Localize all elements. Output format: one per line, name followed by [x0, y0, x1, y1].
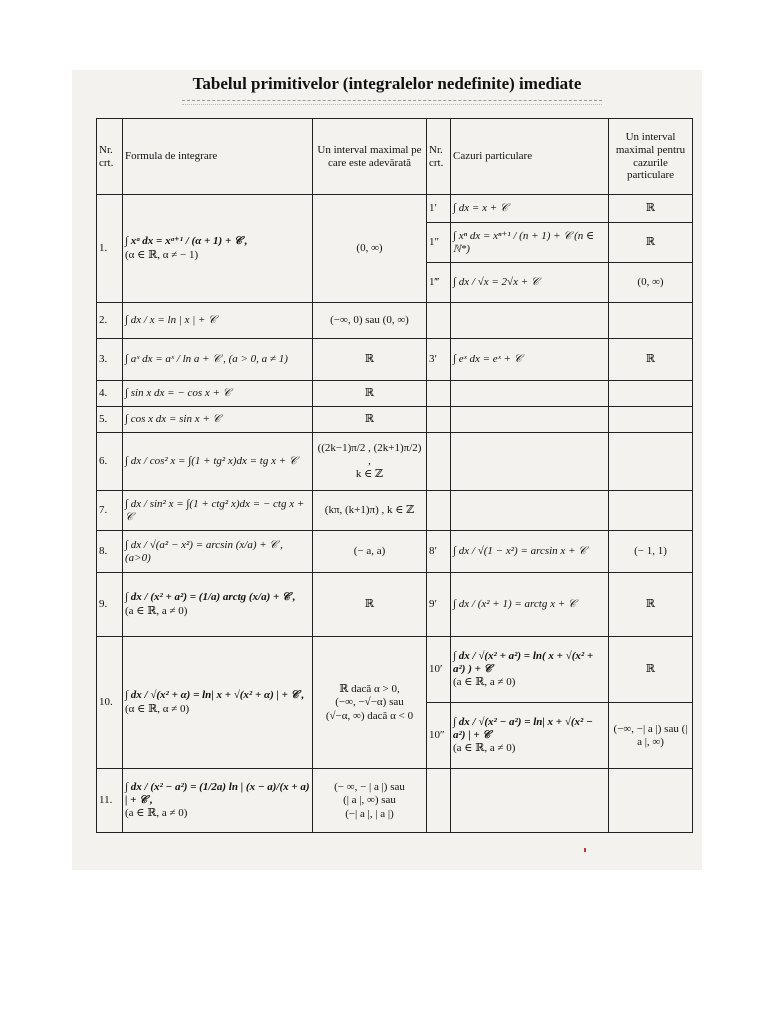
case-number: 3′ [427, 339, 451, 381]
case-interval: (− 1, 1) [609, 531, 693, 573]
table-row [97, 769, 693, 833]
row-number: 10. [97, 637, 123, 769]
case-formula: ∫ dx / √(x² − a²) = ln| x + √(x² − a²) | + 𝒞 [453, 716, 593, 741]
interval-cell [313, 433, 427, 491]
empty-cell [427, 381, 451, 407]
formula-note: (a ∈ ℝ, a ≠ 0) [125, 605, 188, 617]
header-interval-cases: Un interval maximal pentru cazurile particulare [609, 119, 693, 195]
empty-cell [609, 407, 693, 433]
interval-text: ((2k−1)π/2 , (2k+1)π/2) , [317, 442, 422, 467]
formula-note: (a ∈ ℝ, a ≠ 0) [125, 807, 188, 820]
formula-text: ∫ dx / √(a² − x²) = arcsin (x/a) + 𝒞 , (a>0) [123, 531, 313, 573]
interval-note: k ∈ ℤ [355, 468, 384, 481]
case-formula: ∫ dx / √(1 − x²) = arcsin x + 𝒞 [451, 531, 609, 573]
table-row [97, 637, 693, 703]
interval-text: (− ∞, − | a |) sau [334, 780, 405, 793]
case-formula: ∫ dx / √x = 2√x + 𝒞 [451, 263, 609, 303]
header-nr-2: Nr. crt. [427, 119, 451, 195]
header-interval: Un interval maximal pe care este adevărată [313, 119, 427, 195]
formula-note: (α ∈ ℝ, α ≠ 0) [125, 703, 190, 715]
empty-cell [451, 407, 609, 433]
row-number: 9. [97, 573, 123, 637]
case-formula: ∫ dx / √(x² + a²) = ln( x + √(x² + a²) ) + 𝒞 [453, 650, 594, 675]
row-number: 3. [97, 339, 123, 381]
header-cases: Cazuri particulare [451, 119, 609, 195]
interval-note: (−∞, −√−α) sau [335, 696, 404, 709]
case-interval: ℝ [609, 573, 693, 637]
table-row [97, 433, 693, 491]
empty-cell [609, 491, 693, 531]
title-underline [182, 100, 602, 105]
document-page [72, 70, 702, 870]
interval-note: (√−α, ∞) dacă α < 0 [325, 709, 414, 722]
interval-cell: (− a, a) [313, 531, 427, 573]
interval-text: ℝ dacă α > 0, [339, 682, 400, 695]
row-number: 11. [97, 769, 123, 833]
case-note: (a ∈ ℝ, a ≠ 0) [453, 742, 516, 755]
interval-note: (−| a |, | a |) [345, 807, 394, 820]
empty-cell [451, 491, 609, 531]
case-interval: (−∞, −| a |) sau (| a |, ∞) [609, 703, 693, 769]
empty-cell [427, 433, 451, 491]
empty-cell [451, 303, 609, 339]
interval-cell: (kπ, (k+1)π) , k ∈ ℤ [313, 491, 427, 531]
case-interval: ℝ [609, 339, 693, 381]
case-formula: ∫ dx / (x² + 1) = arctg x + 𝒞 [451, 573, 609, 637]
formula-text: ∫ dx / (x² − a²) = (1/2a) ln | (x − a)/(x + a) | + 𝒞 , [125, 781, 310, 806]
case-interval: (0, ∞) [609, 263, 693, 303]
table-row [97, 573, 693, 637]
row-number: 2. [97, 303, 123, 339]
case-number: 1‴ [427, 263, 451, 303]
formula-cell [123, 195, 313, 303]
formula-text: ∫ xᵅ dx = xᵅ⁺¹ / (α + 1) + 𝒞 , [125, 235, 248, 248]
table-row [97, 491, 693, 531]
case-number: 10′ [427, 637, 451, 703]
interval-cell: ℝ [313, 381, 427, 407]
case-formula-cell [451, 703, 609, 769]
empty-cell [427, 491, 451, 531]
interval-cell: ℝ [313, 339, 427, 381]
row-number: 7. [97, 491, 123, 531]
case-number: 8′ [427, 531, 451, 573]
table-row [97, 303, 693, 339]
empty-cell [609, 769, 693, 833]
empty-cell [609, 303, 693, 339]
table-row [97, 531, 693, 573]
case-interval: ℝ [609, 223, 693, 263]
empty-cell [451, 769, 609, 833]
page-title: Tabelul primitivelor (integralelor nedefinite) imediate [192, 74, 582, 93]
empty-cell [609, 381, 693, 407]
formula-text: ∫ dx / √(x² + α) = ln| x + √(x² + α) | + 𝒞 , [125, 689, 305, 702]
case-number: 9′ [427, 573, 451, 637]
row-number: 1. [97, 195, 123, 303]
empty-cell [609, 433, 693, 491]
formula-text: ∫ sin x dx = − cos x + 𝒞 [123, 381, 313, 407]
interval-cell: ℝ [313, 407, 427, 433]
interval-cell: (−∞, 0) sau (0, ∞) [313, 303, 427, 339]
empty-cell [427, 769, 451, 833]
formula-text: ∫ dx / x = ln | x | + 𝒞 [123, 303, 313, 339]
table-row [97, 407, 693, 433]
case-formula: ∫ eˣ dx = eˣ + 𝒞 [451, 339, 609, 381]
header-formula: Formula de integrare [123, 119, 313, 195]
case-number: 1″ [427, 223, 451, 263]
empty-cell [427, 303, 451, 339]
header-row [97, 119, 693, 195]
row-number: 4. [97, 381, 123, 407]
case-interval: ℝ [609, 195, 693, 223]
formula-text: ∫ dx / cos² x = ∫(1 + tg² x)dx = tg x + 𝒞 [123, 433, 313, 491]
case-formula: ∫ dx = x + 𝒞 [451, 195, 609, 223]
empty-cell [427, 407, 451, 433]
header-nr: Nr. crt. [97, 119, 123, 195]
interval-note: (| a |, ∞) sau [343, 794, 396, 807]
formula-text: ∫ aˣ dx = aˣ / ln a + 𝒞 , (a > 0, a ≠ 1) [123, 339, 313, 381]
case-formula-cell [451, 637, 609, 703]
row-number: 8. [97, 531, 123, 573]
table-row [97, 339, 693, 381]
case-interval: ℝ [609, 637, 693, 703]
table-row [97, 381, 693, 407]
empty-cell [451, 433, 609, 491]
empty-cell [451, 381, 609, 407]
formula-cell [123, 573, 313, 637]
formula-note: (α ∈ ℝ, α ≠ − 1) [125, 249, 199, 261]
row-number: 6. [97, 433, 123, 491]
case-number: 10″ [427, 703, 451, 769]
formula-text: ∫ dx / (x² + a²) = (1/a) arctg (x/a) + 𝒞 , [125, 591, 296, 604]
interval-cell [313, 637, 427, 769]
row-number: 5. [97, 407, 123, 433]
case-number: 1′ [427, 195, 451, 223]
case-note: (a ∈ ℝ, a ≠ 0) [453, 676, 516, 689]
interval-cell [313, 769, 427, 833]
formula-text: ∫ cos x dx = sin x + 𝒞 [123, 407, 313, 433]
formula-cell [123, 637, 313, 769]
pen-mark [584, 848, 586, 852]
integrals-table [96, 118, 693, 833]
formula-cell [123, 769, 313, 833]
interval-cell: ℝ [313, 573, 427, 637]
interval-cell: (0, ∞) [313, 195, 427, 303]
formula-text: ∫ dx / sin² x = ∫(1 + ctg² x)dx = − ctg x + 𝒞 [123, 491, 313, 531]
table-row [97, 195, 693, 223]
case-formula: ∫ xⁿ dx = xⁿ⁺¹ / (n + 1) + 𝒞 (n ∈ ℕ*) [451, 223, 609, 263]
